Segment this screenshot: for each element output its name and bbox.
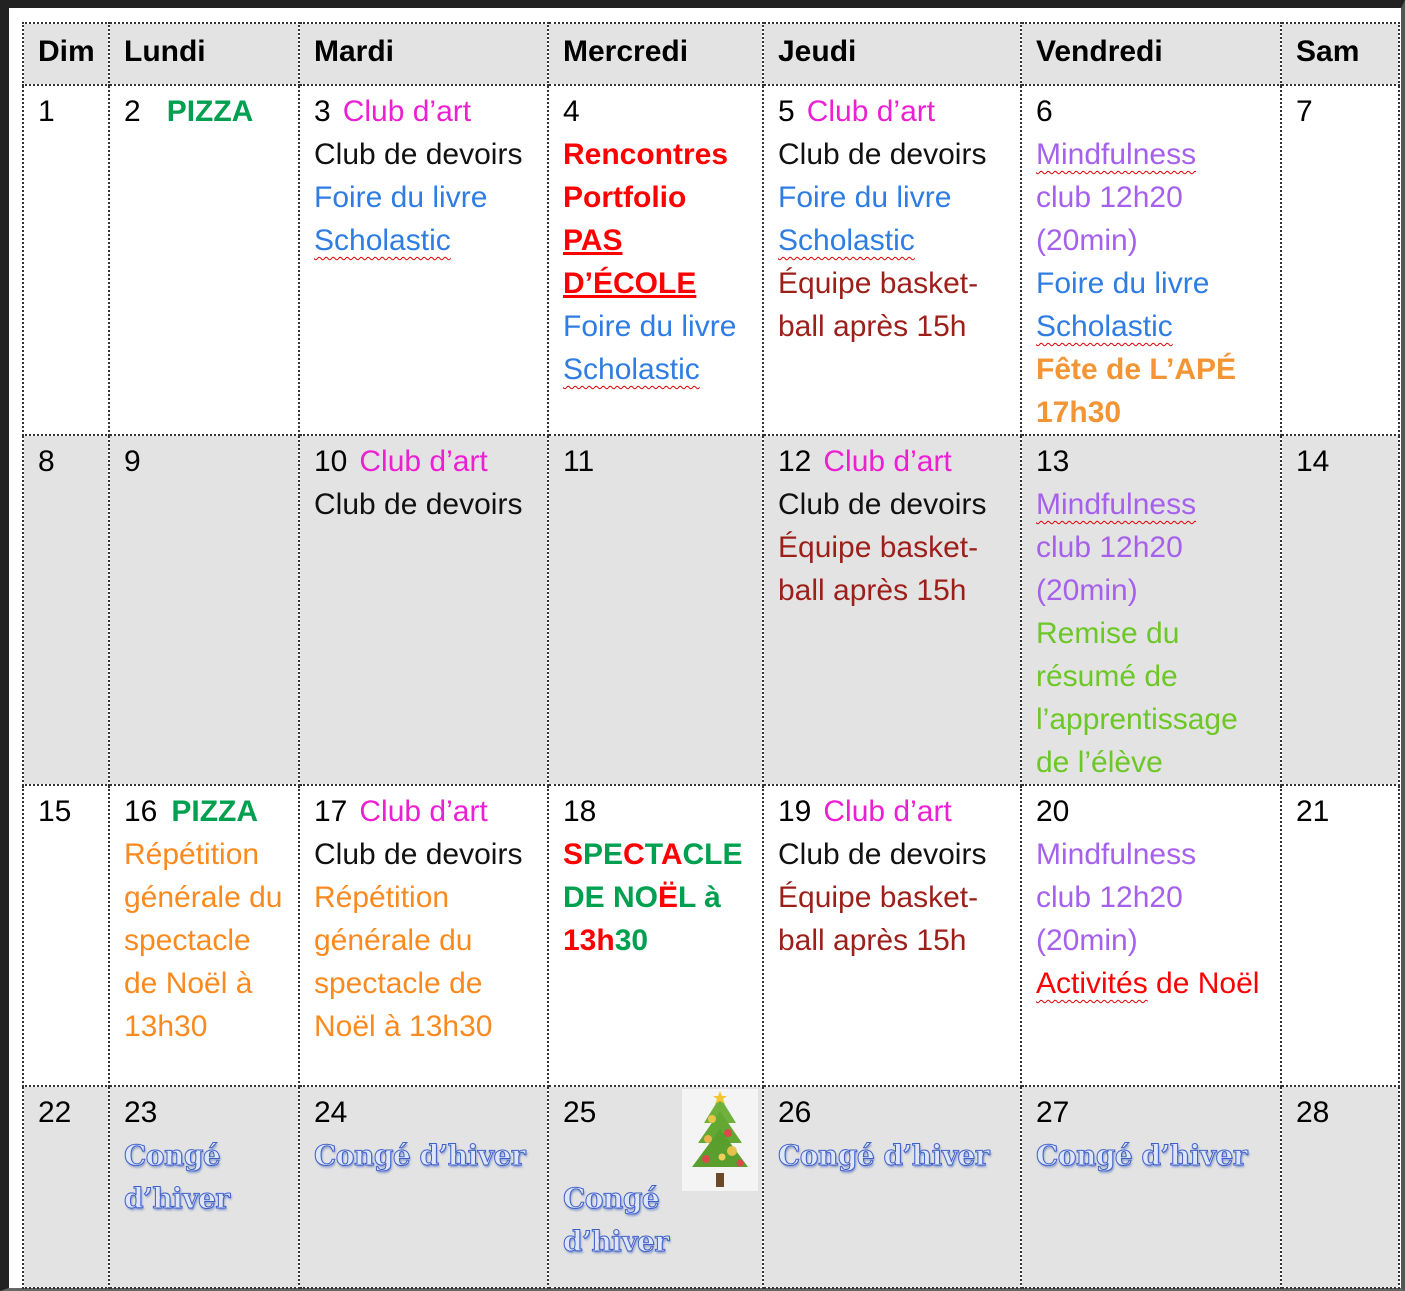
club-devoirs-event: Club de devoirs <box>778 488 987 521</box>
club-art-event: Club d’art <box>342 95 472 128</box>
mindfulness-time: club 12h20 (20min) <box>1036 531 1183 607</box>
day-cell-14 <box>1281 435 1399 785</box>
club-art-event: Club d’art <box>359 445 488 478</box>
day-number: 27 <box>1036 1096 1070 1129</box>
activites-noel-event: Activités de Noël <box>1036 967 1260 1000</box>
mindfulness-time: club 12h20 (20min) <box>1036 181 1183 257</box>
foire-livre-event: Foire du livre <box>1036 267 1210 300</box>
conge-hiver-label: Congé d’hiver <box>314 1139 526 1172</box>
day-cell-5 <box>763 85 1021 435</box>
basket-event: Équipe basket-ball après 15h <box>778 267 979 343</box>
christmas-tree-icon <box>682 1089 758 1191</box>
week-row-1 <box>23 85 1399 435</box>
week-row-2 <box>23 435 1399 785</box>
foire-livre-event: Foire du livre <box>778 181 952 214</box>
basket-event: Équipe basket-ball après 15h <box>778 531 979 607</box>
header-lundi: Lundi <box>109 23 299 85</box>
day-cell-18 <box>548 785 763 1086</box>
day-cell-2 <box>109 85 299 435</box>
day-number: 12 <box>778 445 812 478</box>
club-devoirs-event: Club de devoirs <box>314 138 523 171</box>
mindfulness-label: Mindfulness <box>1036 488 1197 521</box>
day-number: 28 <box>1296 1096 1330 1129</box>
day-cell-23 <box>109 1086 299 1288</box>
day-number: 3 <box>314 95 331 128</box>
day-cell-12 <box>763 435 1021 785</box>
day-cell-25 <box>548 1086 763 1288</box>
day-number: 13 <box>1036 445 1070 478</box>
day-cell-11 <box>548 435 763 785</box>
week-row-4 <box>23 1086 1399 1288</box>
mindfulness-time: club 12h20 (20min) <box>1036 881 1183 957</box>
day-cell-6 <box>1021 85 1281 435</box>
mindfulness-label: Mindfulness <box>1036 138 1197 171</box>
remise-resume-event: Remise du résumé de l’apprentissage de l’élève <box>1036 617 1238 779</box>
conge-hiver-label: Congé d’hiver <box>778 1139 990 1172</box>
day-number: 1 <box>38 95 55 128</box>
day-number: 5 <box>778 95 795 128</box>
header-vendredi: Vendredi <box>1021 23 1281 85</box>
day-cell-10 <box>299 435 548 785</box>
day-number: 7 <box>1296 95 1313 128</box>
day-number: 4 <box>563 95 580 128</box>
club-devoirs-event: Club de devoirs <box>314 838 523 871</box>
week-row-3 <box>23 785 1399 1086</box>
day-number: 6 <box>1036 95 1053 128</box>
club-devoirs-event: Club de devoirs <box>314 488 523 521</box>
scholastic-label: Scholastic <box>563 353 700 386</box>
day-cell-9 <box>109 435 299 785</box>
day-cell-1 <box>23 85 109 435</box>
day-cell-7 <box>1281 85 1399 435</box>
club-art-event: Club d’art <box>806 95 936 128</box>
pizza-label: PIZZA <box>171 795 259 828</box>
basket-event: Équipe basket-ball après 15h <box>778 881 979 957</box>
day-number: 20 <box>1036 795 1070 828</box>
day-cell-13 <box>1021 435 1281 785</box>
header-jeudi: Jeudi <box>763 23 1021 85</box>
day-cell-22 <box>23 1086 109 1288</box>
day-number: 11 <box>563 445 595 478</box>
day-cell-27 <box>1021 1086 1281 1288</box>
day-cell-19 <box>763 785 1021 1086</box>
club-art-event: Club d’art <box>823 445 952 478</box>
day-number: 21 <box>1296 795 1330 828</box>
day-cell-20 <box>1021 785 1281 1086</box>
pas-ecole-event: PAS D’ÉCOLE <box>563 224 697 300</box>
day-cell-15 <box>23 785 109 1086</box>
club-art-event: Club d’art <box>823 795 952 828</box>
day-number: 19 <box>778 795 812 828</box>
day-cell-3 <box>299 85 548 435</box>
day-number: 18 <box>563 795 597 828</box>
header-mardi: Mardi <box>299 23 548 85</box>
conge-hiver-label: Congé d’hiver <box>1036 1139 1248 1172</box>
day-number: 8 <box>38 445 55 478</box>
repetition-event: Répétition générale du spectacle de Noël à 13h30 <box>124 838 283 1043</box>
day-number: 26 <box>778 1096 812 1129</box>
club-devoirs-event: Club de devoirs <box>778 838 987 871</box>
spectacle-noel-event: SPECTACLE DE NOËL à 13h30 <box>563 838 743 957</box>
scholastic-label: Scholastic <box>314 224 451 257</box>
day-cell-26 <box>763 1086 1021 1288</box>
day-number: 9 <box>124 445 141 478</box>
day-cell-24 <box>299 1086 548 1288</box>
pizza-label: PIZZA <box>166 95 254 128</box>
day-cell-17 <box>299 785 548 1086</box>
day-cell-21 <box>1281 785 1399 1086</box>
day-number: 22 <box>38 1096 72 1129</box>
fete-ape-event: Fête de L’APÉ 17h30 <box>1036 353 1237 429</box>
header-dim: Dim <box>23 23 109 85</box>
day-number: 25 <box>563 1096 597 1129</box>
day-number: 2 <box>124 95 141 128</box>
calendar-table <box>22 22 1400 1289</box>
day-number: 17 <box>314 795 348 828</box>
club-art-event: Club d’art <box>359 795 488 828</box>
day-cell-8 <box>23 435 109 785</box>
day-number: 16 <box>124 795 158 828</box>
day-number: 15 <box>38 795 72 828</box>
conge-hiver-label: Congé d’hiver <box>563 1182 669 1258</box>
scholastic-label: Scholastic <box>1036 310 1173 343</box>
repetition-event: Répétition générale du spectacle de Noël à 13h30 <box>314 881 493 1043</box>
day-number: 10 <box>314 445 348 478</box>
conge-hiver-label: Congé d’hiver <box>124 1139 230 1215</box>
header-sam: Sam <box>1281 23 1399 85</box>
foire-livre-event: Foire du livre <box>563 310 737 343</box>
day-number: 24 <box>314 1096 348 1129</box>
rencontres-portfolio-event: Rencontres Portfolio <box>563 138 729 214</box>
foire-livre-event: Foire du livre <box>314 181 488 214</box>
mindfulness-label: Mindfulness <box>1036 838 1197 871</box>
day-cell-16 <box>109 785 299 1086</box>
header-mercredi: Mercredi <box>548 23 763 85</box>
day-cell-4 <box>548 85 763 435</box>
scholastic-label: Scholastic <box>778 224 915 257</box>
day-cell-28 <box>1281 1086 1399 1288</box>
day-number: 23 <box>124 1096 158 1129</box>
day-number: 14 <box>1296 445 1330 478</box>
header-row <box>23 23 1399 85</box>
club-devoirs-event: Club de devoirs <box>778 138 987 171</box>
